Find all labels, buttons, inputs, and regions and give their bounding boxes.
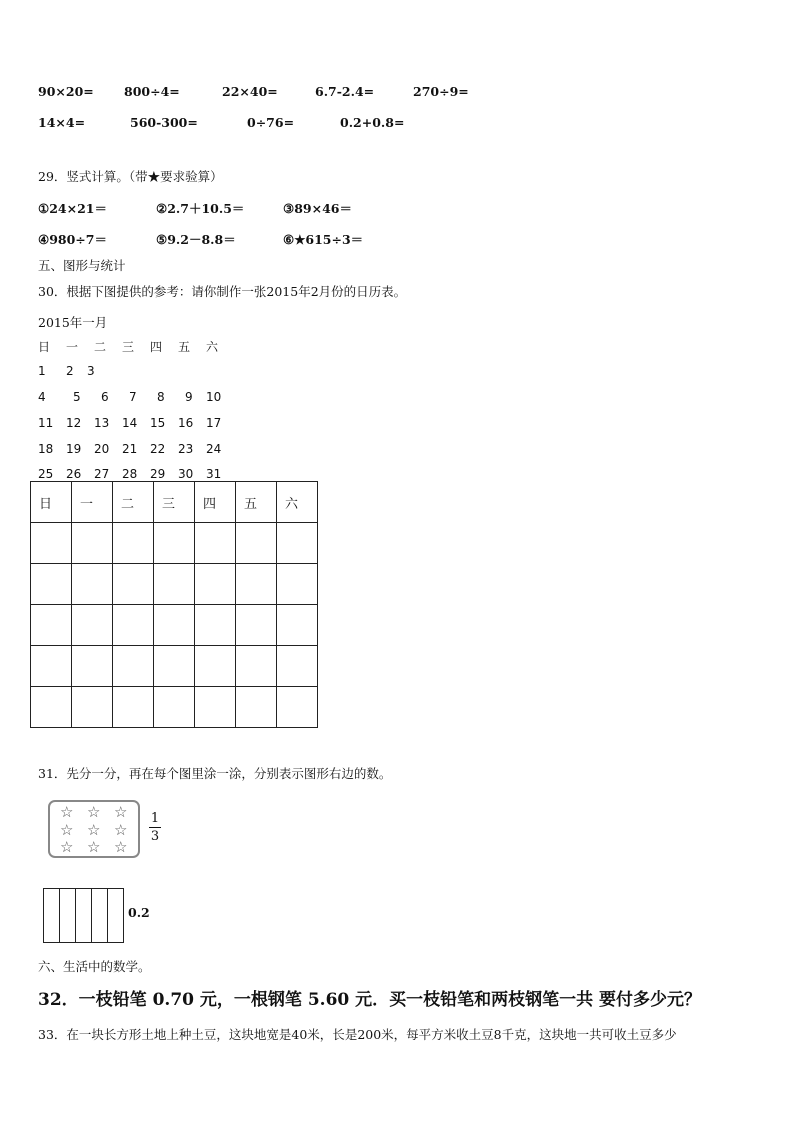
calendar-blank-cell[interactable] (31, 646, 72, 687)
calendar-day: 9 (185, 390, 193, 404)
calendar-blank-cell[interactable] (72, 605, 113, 646)
calendar-blank-cell[interactable] (277, 687, 318, 728)
calendar-blank-cell[interactable] (236, 646, 277, 687)
section-heading: 五、图形与统计 (38, 258, 126, 273)
calendar-blank-cell[interactable] (236, 564, 277, 605)
star-icon: ☆ (114, 838, 128, 856)
calendar-day: 14 (122, 416, 138, 430)
calendar-day: 6 (101, 390, 109, 404)
calendar-blank-cell[interactable] (72, 564, 113, 605)
calendar-blank-row (31, 523, 318, 564)
calendar-day: 26 (66, 467, 82, 481)
calendar-blank-cell[interactable] (154, 605, 195, 646)
calendar-day: 21 (122, 442, 138, 456)
calendar-blank-cell[interactable] (113, 605, 154, 646)
question-33: 33．在一块长方形土地上种土豆，这块地宽是40米，长是200米，每平方米收土豆8千克，这块地一共可收土豆多少 (38, 1027, 677, 1042)
fraction-label (149, 811, 161, 844)
strip-cell[interactable] (44, 889, 60, 942)
calendar-blank-cell[interactable] (277, 605, 318, 646)
oral-calc-item: 0.2+0.8= (340, 115, 405, 130)
calendar-header-row (31, 482, 318, 523)
oral-calc-item: 90×20= (38, 84, 94, 99)
calendar-header-cell: 日 (31, 482, 72, 523)
vertical-calc-item: ⑤9.2－8.8＝ (156, 232, 236, 247)
star-icon: ☆ (114, 821, 128, 839)
calendar-blank-cell[interactable] (72, 523, 113, 564)
calendar-blank-cell[interactable] (195, 564, 236, 605)
calendar-day: 29 (150, 467, 166, 481)
calendar-day: 19 (66, 442, 82, 456)
weekday-label: 六 (206, 340, 219, 354)
calendar-blank-cell[interactable] (236, 605, 277, 646)
oral-calc-item: 14×4= (38, 115, 86, 130)
strip-rectangle (43, 888, 124, 943)
calendar-day: 30 (178, 467, 194, 481)
star-icon: ☆ (87, 803, 101, 821)
calendar-blank-cell[interactable] (236, 523, 277, 564)
star-icon: ☆ (114, 803, 128, 821)
calendar-day: 27 (94, 467, 110, 481)
weekday-label: 五 (178, 340, 191, 354)
vertical-calc-item: ②2.7＋10.5＝ (156, 201, 245, 216)
weekday-label: 日 (38, 340, 51, 354)
calendar-blank-cell[interactable] (277, 523, 318, 564)
question-30-title: 30．根据下图提供的参考：请你制作一张2015年2月份的日历表。 (38, 284, 407, 299)
oral-calc-item: 270÷9= (413, 84, 469, 99)
calendar-blank-row (31, 564, 318, 605)
star-icon: ☆ (60, 821, 74, 839)
weekday-label: 一 (66, 340, 79, 354)
calendar-blank-cell[interactable] (236, 687, 277, 728)
strip-cell[interactable] (60, 889, 76, 942)
calendar-blank-cell[interactable] (154, 523, 195, 564)
strip-cell[interactable] (76, 889, 92, 942)
calendar-blank-cell[interactable] (195, 687, 236, 728)
vertical-calc-item: ④980÷7＝ (38, 232, 107, 247)
calendar-header-cell: 一 (72, 482, 113, 523)
calendar-day: 15 (150, 416, 166, 430)
fraction-bar (149, 827, 161, 828)
calendar-day: 11 (38, 416, 54, 430)
section-heading: 六、生活中的数学。 (38, 959, 151, 974)
calendar-day: 10 (206, 390, 222, 404)
star-icon: ☆ (60, 838, 74, 856)
oral-calc-item: 0÷76= (247, 115, 295, 130)
calendar-blank-cell[interactable] (154, 564, 195, 605)
calendar-blank-cell[interactable] (154, 646, 195, 687)
calendar-blank-row (31, 605, 318, 646)
calendar-header-cell: 二 (113, 482, 154, 523)
calendar-blank-cell[interactable] (31, 523, 72, 564)
calendar-day: 31 (206, 467, 222, 481)
calendar-blank-cell[interactable] (113, 523, 154, 564)
question-29-title: 29．竖式计算。（带★要求验算） (38, 169, 223, 184)
calendar-blank-cell[interactable] (31, 605, 72, 646)
calendar-day: 23 (178, 442, 194, 456)
oral-calc-item: 800÷4= (124, 84, 180, 99)
reference-calendar-title: 2015年一月 (38, 315, 108, 330)
calendar-day: 4 (38, 390, 46, 404)
calendar-day: 13 (94, 416, 110, 430)
calendar-blank-cell[interactable] (72, 687, 113, 728)
star-icon: ☆ (60, 803, 74, 821)
fraction-numerator: 1 (150, 811, 160, 826)
calendar-day: 2 (66, 364, 74, 378)
strip-cell[interactable] (108, 889, 123, 942)
calendar-day: 24 (206, 442, 222, 456)
question-31-title: 31．先分一分，再在每个图里涂一涂，分别表示图形右边的数。 (38, 766, 392, 781)
calendar-day: 8 (157, 390, 165, 404)
calendar-blank-cell[interactable] (195, 523, 236, 564)
calendar-blank-cell[interactable] (195, 605, 236, 646)
calendar-blank-cell[interactable] (31, 564, 72, 605)
oral-calc-item: 6.7-2.4= (315, 84, 375, 99)
vertical-calc-item: ③89×46＝ (283, 201, 352, 216)
calendar-day: 16 (178, 416, 194, 430)
calendar-blank-cell[interactable] (113, 564, 154, 605)
calendar-blank-cell[interactable] (113, 646, 154, 687)
oral-calc-item: 560-300= (130, 115, 198, 130)
calendar-header-cell: 四 (195, 482, 236, 523)
calendar-blank-cell[interactable] (277, 646, 318, 687)
vertical-calc-item: ⑥★615÷3＝ (283, 232, 364, 247)
weekday-label: 二 (94, 340, 107, 354)
calendar-header-cell: 六 (277, 482, 318, 523)
calendar-blank-cell[interactable] (113, 687, 154, 728)
calendar-day: 5 (73, 390, 81, 404)
calendar-header-cell: 三 (154, 482, 195, 523)
vertical-calc-item: ①24×21＝ (38, 201, 107, 216)
oral-calc-item: 22×40= (222, 84, 278, 99)
decimal-label: 0.2 (128, 905, 150, 920)
strip-cell[interactable] (92, 889, 108, 942)
calendar-day: 17 (206, 416, 222, 430)
calendar-day: 18 (38, 442, 54, 456)
calendar-blank-cell[interactable] (31, 687, 72, 728)
calendar-day: 3 (87, 364, 95, 378)
calendar-day: 22 (150, 442, 166, 456)
calendar-blank-cell[interactable] (154, 687, 195, 728)
calendar-header-cell: 五 (236, 482, 277, 523)
calendar-blank-row (31, 646, 318, 687)
star-icon: ☆ (87, 838, 101, 856)
star-icon: ☆ (87, 821, 101, 839)
calendar-blank-row (31, 687, 318, 728)
calendar-day: 12 (66, 416, 82, 430)
february-calendar-table (30, 481, 318, 728)
calendar-blank-cell[interactable] (72, 646, 113, 687)
weekday-label: 四 (150, 340, 163, 354)
weekday-label: 三 (122, 340, 135, 354)
fraction-denominator: 3 (150, 829, 160, 844)
calendar-day: 20 (94, 442, 110, 456)
question-32: 32．一枝铅笔 0.70 元，一根钢笔 5.60 元．买一枝铅笔和两枝钢笔一共 要付多少元？ (38, 990, 702, 1010)
calendar-day: 28 (122, 467, 138, 481)
calendar-blank-cell[interactable] (195, 646, 236, 687)
calendar-day: 25 (38, 467, 54, 481)
calendar-blank-cell[interactable] (277, 564, 318, 605)
calendar-day: 7 (129, 390, 137, 404)
calendar-day: 1 (38, 364, 46, 378)
